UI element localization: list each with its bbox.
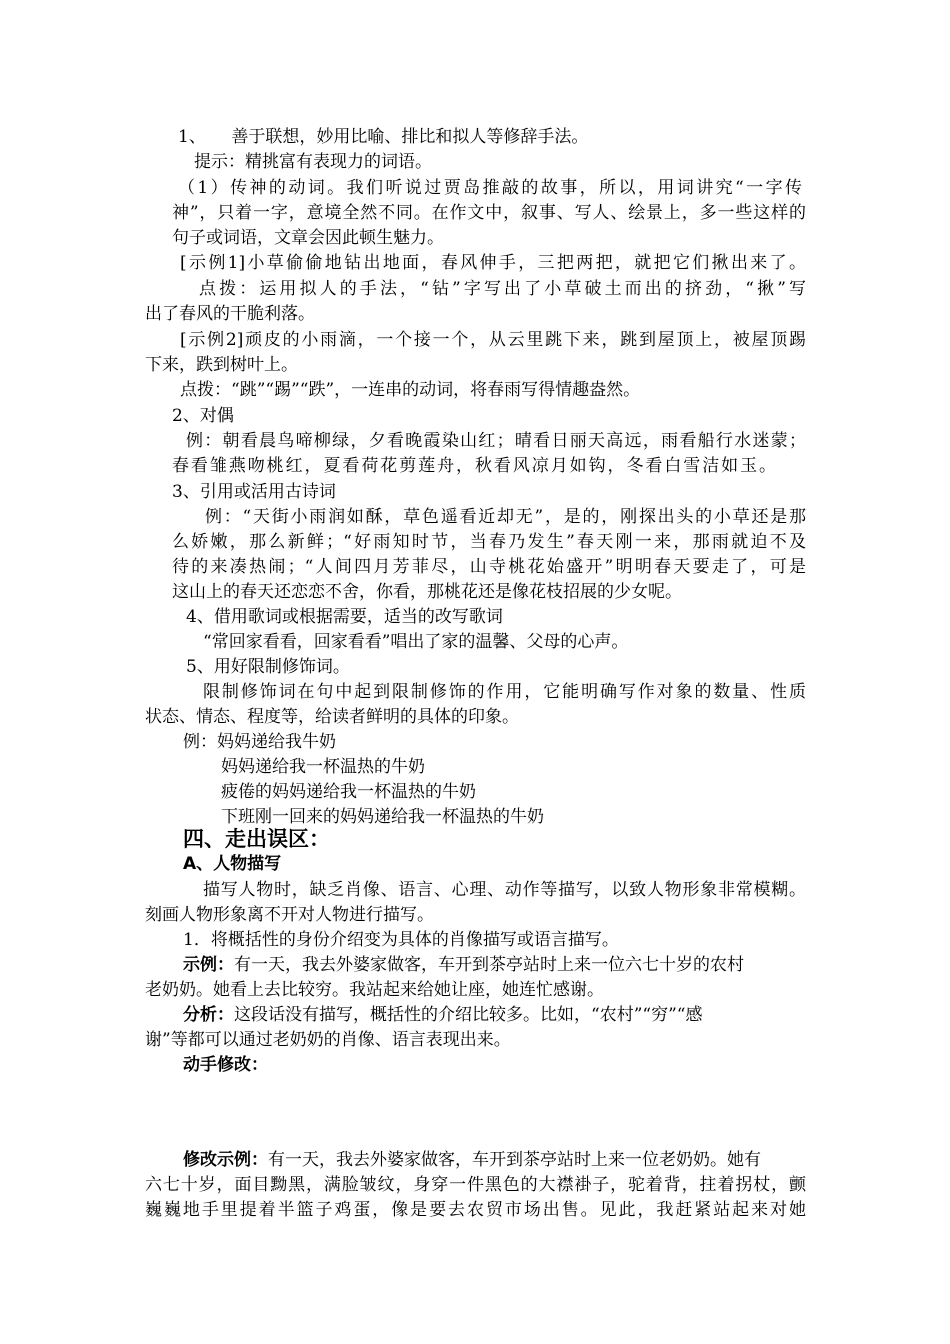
paragraph-line: 刻画人物形象离不开对人物进行描写。 bbox=[145, 905, 434, 925]
list-item-3: 3、引用或活用古诗词 bbox=[172, 482, 336, 502]
example-line: 妈妈递给我一杯温热的牛奶 bbox=[221, 757, 425, 777]
example-line: 么娇嫩，那么新鲜；“好雨知时节，当春乃发生”春天刚一来，那雨就迫不及 bbox=[172, 532, 806, 552]
list-item-5: 5、用好限制修饰词。 bbox=[186, 657, 350, 677]
example-line: 例：“天街小雨润如酥，草色遥看近却无”，是的，刚探出头的小草还是那 bbox=[205, 507, 806, 527]
example-line: 下来，跌到树叶上。 bbox=[145, 355, 298, 375]
paragraph-line: 状态、情态、程度等，给读者鲜明的具体的印象。 bbox=[145, 707, 519, 727]
list-item-1: 1．将概括性的身份介绍变为具体的肖像描写或语言描写。 bbox=[183, 930, 619, 950]
analysis-label: 分析： bbox=[183, 1005, 234, 1025]
revision-line: 六七十岁，面目黝黑，满脸皱纹，身穿一件黑色的大襟褂子，驼着背，拄着拐杖，颤 bbox=[145, 1175, 806, 1195]
revision-line: 修改示例：有一天，我去外婆家做客，车开到茶亭站时上来一位老奶奶。她有 bbox=[183, 1150, 761, 1170]
paragraph-line: 句子或词语，文章会因此顿生魅力。 bbox=[172, 228, 444, 248]
example-line: 老奶奶。她看上去比较穷。我站起来给她让座，她连忙感谢。 bbox=[145, 980, 604, 1000]
list-item-1: 1、 善于联想，妙用比喻、排比和拟人等修辞手法。 bbox=[178, 127, 589, 147]
example-line: 这山上的春天还恋恋不舍，你看，那桃花还是像花枝招展的少女呢。 bbox=[172, 582, 682, 602]
comment-line: 点拨：运用拟人的手法，“钻”字写出了小草破土而出的挤劲，“揪”写 bbox=[199, 279, 806, 299]
list-item-2: 2、对偶 bbox=[172, 406, 234, 426]
revision-line: 巍巍地手里提着半篮子鸡蛋，像是要去农贸市场出售。见此，我赶紧站起来对她 bbox=[145, 1200, 806, 1220]
example-line: 疲倦的妈妈递给我一杯温热的牛奶 bbox=[221, 782, 476, 802]
example-line: 示例：有一天，我去外婆家做客，车开到茶亭站时上来一位六七十岁的农村 bbox=[183, 955, 744, 975]
analysis-line: 分析：这段话没有描写，概括性的介绍比较多。比如，“农村”“穷”“感 bbox=[183, 1005, 703, 1025]
example-line: [示例2]顽皮的小雨滴，一个接一个，从云里跳下来，跳到屋顶上，被屋顶踢 bbox=[180, 330, 806, 350]
analysis-line: 谢”等都可以通过老奶奶的肖像、语言表现出来。 bbox=[145, 1030, 511, 1050]
comment-line: 出了春风的干脆利落。 bbox=[145, 304, 315, 324]
example-label: 示例： bbox=[183, 955, 234, 975]
example-line: 例：朝看晨鸟啼柳绿，夕看晚霞染山红；晴看日丽天高远，雨看船行水迷蒙； bbox=[186, 431, 806, 451]
revise-label: 动手修改： bbox=[183, 1055, 268, 1075]
paragraph-line: 限制修饰词在句中起到限制修饰的作用，它能明确写作对象的数量、性质 bbox=[203, 682, 806, 702]
paragraph-line: 神”，只着一字，意境全然不同。在作文中，叙事、写人、绘景上，多一些这样的 bbox=[172, 203, 806, 223]
list-item-4: 4、借用歌词或根据需要，适当的改写歌词 bbox=[186, 607, 503, 627]
example-line: 待的来凑热闹；“人间四月芳菲尽，山寺桃花始盛开”明明春天要走了，可是 bbox=[172, 557, 806, 577]
example-line: 春看雏燕吻桃红，夏看荷花剪莲舟，秋看风凉月如钩，冬看白雪洁如玉。 bbox=[172, 456, 776, 476]
hint-line: 提示：精挑富有表现力的词语。 bbox=[194, 152, 432, 172]
paragraph-line: （1）传神的动词。我们听说过贾岛推敲的故事，所以，用词讲究“一字传 bbox=[178, 178, 802, 198]
example-line: “常回家看看，回家看看”唱出了家的温馨、父母的心声。 bbox=[203, 632, 629, 652]
revision-label: 修改示例： bbox=[183, 1150, 268, 1170]
section-heading: 四、走出误区： bbox=[183, 827, 330, 851]
example-line: 下班刚一回来的妈妈递给我一杯温热的牛奶 bbox=[221, 807, 544, 827]
paragraph-line: 描写人物时，缺乏肖像、语言、心理、动作等描写，以致人物形象非常模糊。 bbox=[203, 880, 806, 900]
example-line: [示例1]小草偷偷地钻出地面，春风伸手，三把两把，就把它们揪出来了。 bbox=[180, 253, 806, 273]
example-line: 例：妈妈递给我牛奶 bbox=[183, 732, 336, 752]
subsection-heading: A、人物描写 bbox=[183, 854, 282, 874]
comment-line: 点拨：“跳”“踢”“跌”，一连串的动词，将春雨写得情趣盎然。 bbox=[180, 380, 641, 400]
